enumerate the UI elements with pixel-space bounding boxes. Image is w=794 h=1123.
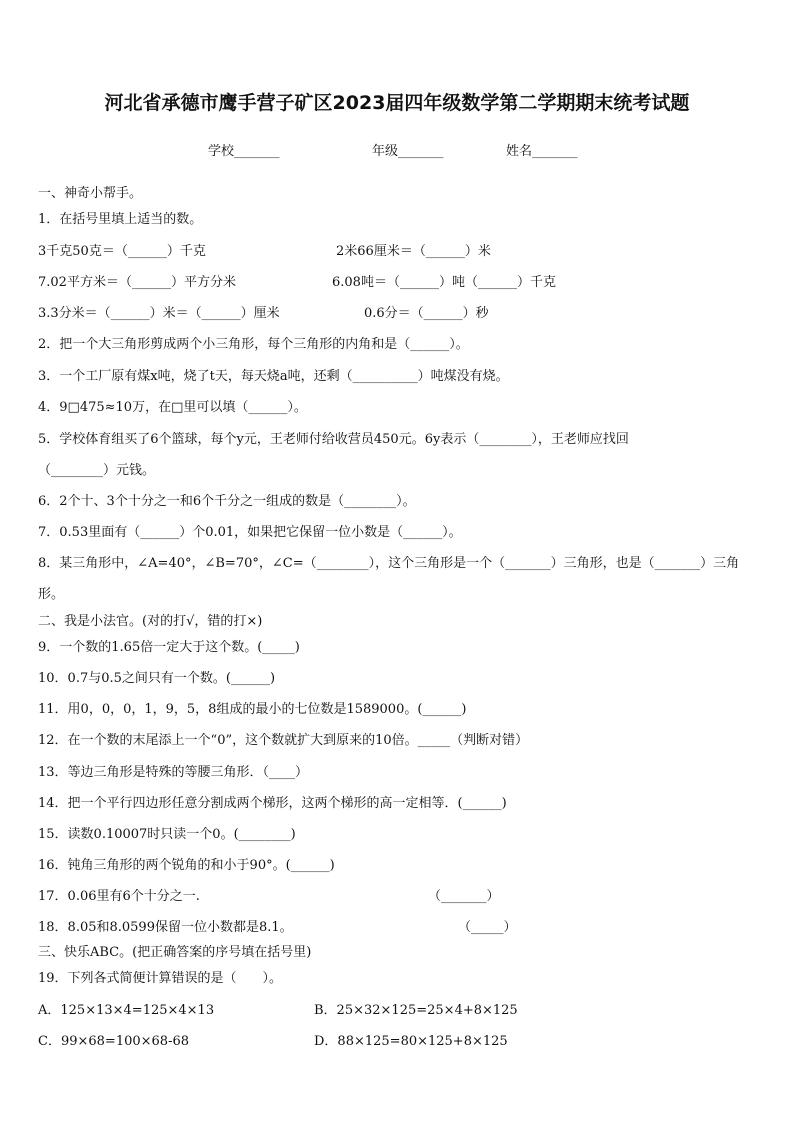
name-field: 姓名_______ [506, 144, 578, 159]
question-13: 13．等边三角形是特殊的等腰三角形．（____） [38, 765, 309, 780]
page-title: 河北省承德市鹰手营子矿区2023届四年级数学第二学期期末统考试题 [104, 92, 690, 114]
grade-field: 年级_______ [372, 144, 444, 159]
school-field: 学校_______ [208, 144, 280, 159]
question-8-continued: 形。 [38, 587, 65, 602]
question-10: 10．0.7与0.5之间只有一个数。(______) [38, 671, 276, 686]
question-17: 17．0.06里有6个十分之一. [38, 889, 200, 904]
question-16: 16．钝角三角形的两个锐角的和小于90°。(______) [38, 858, 335, 873]
section-1-heading: 一、神奇小帮手。 [38, 186, 143, 201]
question-5-continued: （________）元钱。 [38, 463, 156, 478]
question-3: 3．一个工厂原有煤x吨，烧了t天，每天烧a吨，还剩（__________）吨煤没有烧。 [38, 369, 509, 384]
question-17-answer: （_______） [428, 889, 500, 904]
question-11: 11．用0，0，0，1，9，5，8组成的最小的七位数是1589000。(______) [38, 702, 467, 717]
question-4: 4．9□475≈10万，在□里可以填（______）。 [38, 400, 307, 415]
question-7: 7．0.53里面有（______）个0.01，如果把它保留一位小数是（______）。 [38, 525, 462, 540]
question-1a: 3千克50克＝（______）千克 [38, 244, 206, 259]
question-8: 8．某三角形中，∠A=40°，∠B=70°，∠C=（________），这个三角形是一个（_______）三角形，也是（_______）三角 [38, 556, 740, 571]
question-1c: 7.02平方米＝（______）平方分米 [38, 275, 236, 290]
question-19: 19．下列各式简便计算错误的是（ ）。 [38, 971, 283, 986]
question-15: 15．读数0.10007时只读一个0。(________) [38, 827, 296, 842]
option-b: B．25×32×125=25×4+8×125 [314, 1003, 518, 1018]
question-1d: 6.08吨＝（______）吨（______）千克 [332, 275, 556, 290]
question-5: 5．学校体育组买了6个篮球，每个y元，王老师付给收营员450元。6y表示（________），王老师应找回 [38, 432, 629, 447]
question-1: 1．在括号里填上适当的数。 [38, 212, 203, 227]
section-3-heading: 三、快乐ABC。(把正确答案的序号填在括号里) [38, 945, 312, 960]
question-1b: 2米66厘米＝（______）米 [336, 244, 491, 259]
section-2-heading: 二、我是小法官。(对的打√，错的打×) [38, 614, 263, 629]
question-12: 12．在一个数的末尾添上一个“0”，这个数就扩大到原来的10倍。_____（判断对错） [38, 733, 529, 748]
question-18-answer: （_____） [458, 920, 517, 935]
question-14: 14．把一个平行四边形任意分割成两个梯形，这两个梯形的高一定相等．(______) [38, 796, 507, 811]
option-d: D．88×125=80×125+8×125 [314, 1034, 508, 1049]
question-6: 6．2个十、3个十分之一和6个千分之一组成的数是（________）。 [38, 494, 416, 509]
question-9: 9．一个数的1.65倍一定大于这个数。(_____) [38, 640, 300, 655]
option-c: C．99×68=100×68-68 [38, 1034, 189, 1049]
question-1f: 0.6分＝（______）秒 [364, 306, 489, 321]
question-2: 2．把一个大三角形剪成两个小三角形，每个三角形的内角和是（______）。 [38, 337, 469, 352]
question-1e: 3.3分米＝（______）米＝（______）厘米 [38, 306, 280, 321]
option-a: A．125×13×4=125×4×13 [38, 1003, 215, 1018]
question-18: 18．8.05和8.0599保留一位小数都是8.1。 [38, 920, 293, 935]
